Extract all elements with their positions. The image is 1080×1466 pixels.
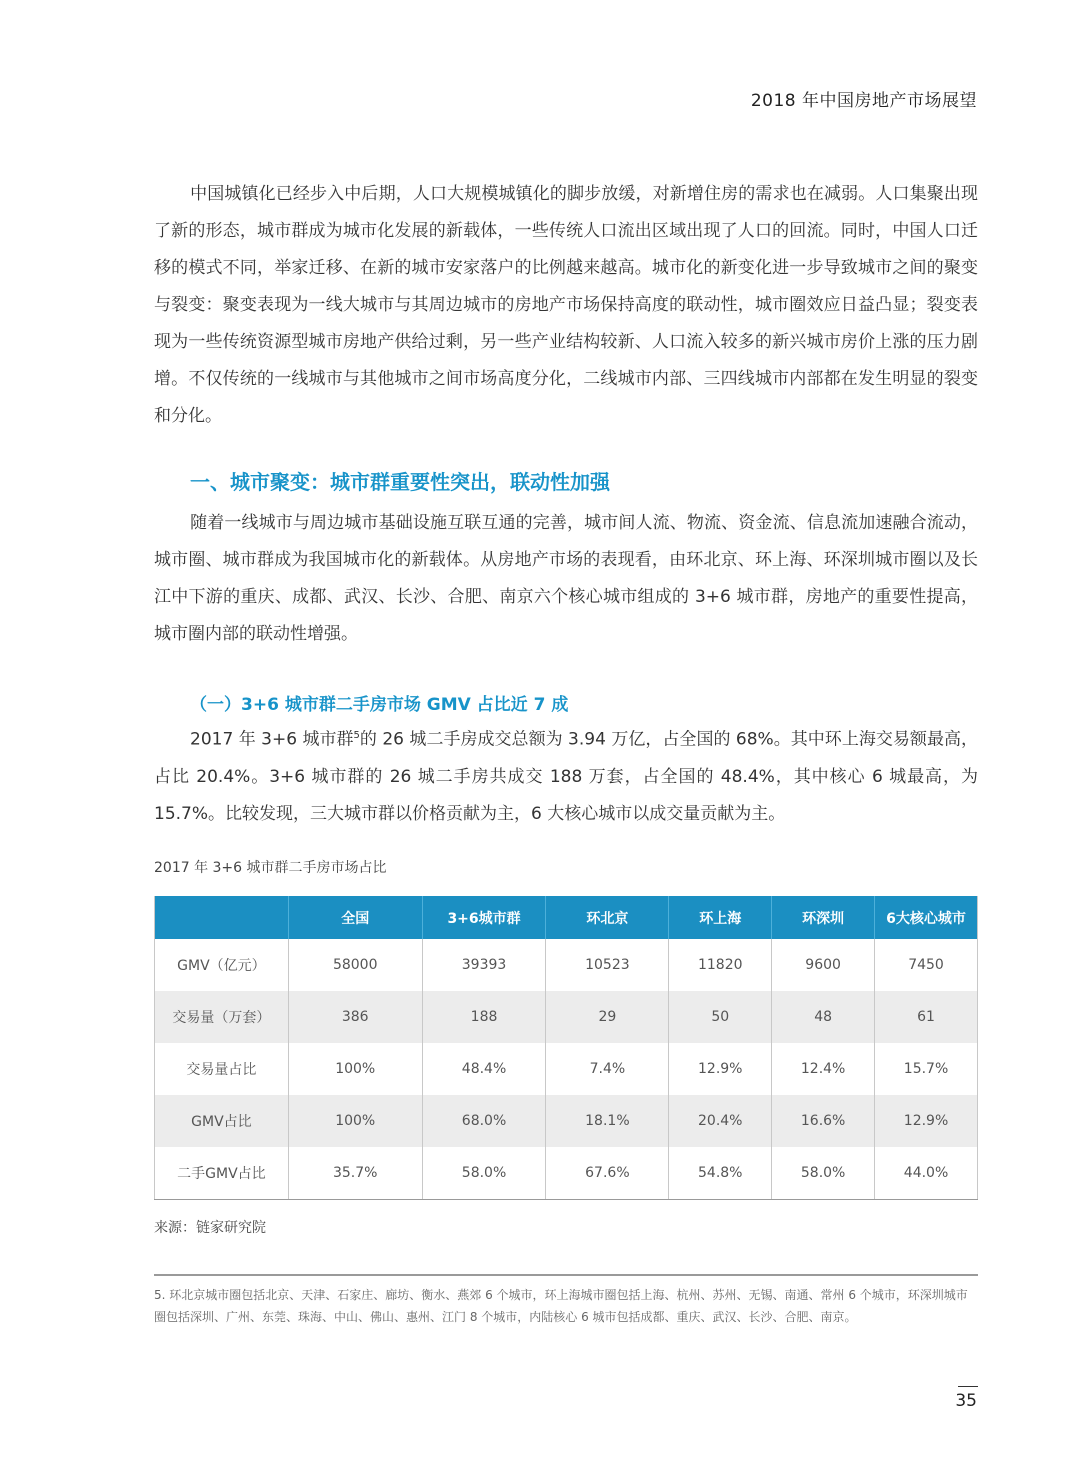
page-number: 35 [955, 1391, 977, 1411]
footnote: 5. 环北京城市圈包括北京、天津、石家庄、廊坊、衡水、燕郊 6 个城市，环上海城市圈包括上海、杭州、苏州、无锡、南通、常州 6 个城市，环深圳城市圈包括深圳、广州、东莞、珠海、中山、佛山、惠州、江门 8 个城市，内陆核心 6 城市包括成都、重庆、武汉、长沙、合肥、南京。 [154, 1288, 968, 1324]
row-label: GMV（亿元） [155, 939, 289, 991]
table-cell: 12.9% [669, 1043, 772, 1095]
section-paragraph [154, 505, 978, 653]
table-cell: 16.6% [772, 1095, 875, 1147]
table-cell: 61 [875, 991, 978, 1043]
table-row [155, 1043, 978, 1095]
table-cell: 12.9% [875, 1095, 978, 1147]
section-heading: 一、城市聚变：城市群重要性突出，联动性加强 [190, 470, 610, 494]
table-cell: 58.0% [772, 1147, 875, 1200]
subsection-text-before: 2017 年 3+6 城市群 [190, 729, 354, 750]
table-cell: 50 [669, 991, 772, 1043]
table-cell: 58.0% [422, 1147, 546, 1200]
table-row [155, 939, 978, 991]
table-cell: 386 [288, 991, 422, 1043]
row-label: 交易量（万套） [155, 991, 289, 1043]
row-label: 二手GMV占比 [155, 1147, 289, 1200]
table-cell: 15.7% [903, 1061, 949, 1077]
table-cell: 188 [422, 991, 546, 1043]
table-cell: 18.1% [546, 1095, 669, 1147]
table-cell: 29 [546, 991, 669, 1043]
table-cell: 58000 [288, 939, 422, 991]
table-header-cell: 3+6城市群 [422, 896, 546, 939]
table-cell: 67.6% [546, 1147, 669, 1200]
table-cell: 12.4% [772, 1043, 875, 1095]
subsection-text-after: 的 26 城二手房成交总额为 3.94 万亿，占全国的 68%。其中环上海交易额最高，占比 20.4%。3+6 城市群的 26 城二手房共成交 188 万套，占全国的 48.4%，其中核心 6 城最高，为 15.7%。比较发现，三大城市群以价格贡献为主，6 大核心城市以成交量贡献为主。 [154, 729, 978, 824]
intro-paragraph [154, 176, 978, 435]
table-row [155, 1147, 978, 1200]
table-cell: 7450 [908, 957, 944, 973]
table-cell: 54.8% [669, 1147, 772, 1200]
footnote-marker: 5 [353, 730, 360, 741]
table-cell: 100% [288, 1095, 422, 1147]
subsection-heading: （一）3+6 城市群二手房市场 GMV 占比近 7 成 [190, 695, 569, 715]
table-row [155, 991, 978, 1043]
table-header-cell: 环上海 [669, 896, 772, 939]
data-table [154, 896, 978, 1200]
table-row [155, 1095, 978, 1147]
table-cell: 35.7% [288, 1147, 422, 1200]
row-label: 交易量占比 [155, 1043, 289, 1095]
table-header-cell: 环深圳 [772, 896, 875, 939]
table-cell: 44.0% [875, 1147, 978, 1200]
table-header-cell [155, 896, 289, 939]
table-source: 来源：链家研究院 [154, 1220, 266, 1236]
table-cell: 9600 [772, 939, 875, 991]
table-cell: 7.4% [546, 1043, 669, 1095]
table-cell: 10523 [546, 939, 669, 991]
table-cell: 100% [288, 1043, 422, 1095]
subsection-paragraph [154, 717, 978, 833]
table-header-cell: 环北京 [546, 896, 669, 939]
table-header-cell: 6大核心城市 [875, 896, 978, 939]
table-cell: 20.4% [669, 1095, 772, 1147]
table-header-row [155, 896, 978, 939]
section-text: 随着一线城市与周边城市基础设施互联互通的完善，城市间人流、物流、资金流、信息流加速融合流动，城市圈、城市群成为我国城市化的新载体。从房地产市场的表现看，由环北京、环上海、环深圳城市圈以及长江中下游的重庆、成都、武汉、长沙、合肥、南京六个核心城市组成的 3+6 城市群，房地产的重要性提高，城市圈内部的联动性增强。 [154, 513, 978, 644]
table-cell: 48.4% [422, 1043, 546, 1095]
footnote-divider [154, 1274, 978, 1276]
page-number-rule [958, 1386, 978, 1387]
row-label: GMV占比 [155, 1095, 289, 1147]
table-cell: 48 [772, 991, 875, 1043]
table-cell: 39393 [422, 939, 546, 991]
table-caption: 2017 年 3+6 城市群二手房市场占比 [154, 860, 387, 876]
running-header: 2018 年中国房地产市场展望 [750, 91, 977, 111]
table-cell: 11820 [669, 939, 772, 991]
table-header-cell: 全国 [288, 896, 422, 939]
table-cell: 68.0% [422, 1095, 546, 1147]
intro-text: 中国城镇化已经步入中后期，人口大规模城镇化的脚步放缓，对新增住房的需求也在减弱。人口集聚出现了新的形态，城市群成为城市化发展的新载体，一些传统人口流出区域出现了人口的回流。同时，中国人口迁移的模式不同，举家迁移、在新的城市安家落户的比例越来越高。城市化的新变化进一步导致城市之间的聚变与裂变：聚变表现为一线大城市与其周边城市的房地产市场保持高度的联动性，城市圈效应日益凸显；裂变表现为一些传统资源型城市房地产供给过剩，另一些产业结构较新、人口流入较多的新兴城市房价上涨的压力剧增。不仅传统的一线城市与其他城市之间市场高度分化，二线城市内部、三四线城市内部都在发生明显的裂变和分化。 [154, 184, 978, 426]
